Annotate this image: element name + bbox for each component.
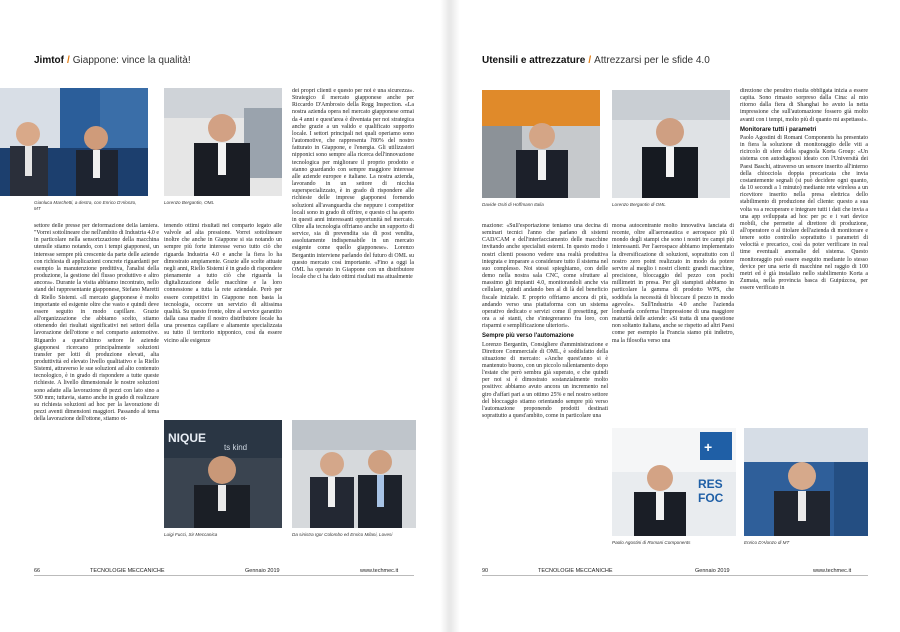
- svg-text:ts kind: ts kind: [224, 443, 248, 452]
- photo-dalonzo-mt: [744, 428, 868, 536]
- svg-text:NIQUE: NIQUE: [168, 431, 207, 445]
- right-footer-brand: TECNOLOGIE MECCANICHE: [538, 568, 613, 574]
- caption-right-photo-2: Lorenzo Bergantin di OML: [612, 202, 666, 207]
- caption-right-photo-3: Paolo Agostini di Romani Components: [612, 540, 691, 545]
- photo-colombo-milani: [292, 420, 416, 528]
- right-page: [460, 0, 900, 632]
- right-footer-url: www.techmec.it: [813, 568, 852, 574]
- caption-photo-2: Lorenzo Bergantin, OML: [164, 200, 215, 205]
- right-column-3: direzione che peraltro risulta obbligata inizia a essere capita. Sono rimasto sorpreso dalla Cina: al mio ritorno dalla fiera di Shanghai ho avuto la netta impressione che sull'automazione fossero già molto avanti con i tempi, molto più di quanto mi aspettassi». Monitorare tutti i parametri Paolo Agostini di Romani Components ha presentato in fiera la soluzione di monitoraggio delle viti a ricircolo di sfere della spagnola Korta Group: «Un sistema con autodiagnosi ideato con l'Università dei Paesi Baschi, attraverso un sensore inserito all'interno della chiocciola doppia precaricata che invia costantemente segnali (si può decidere ogni quanto, da 10 secondi a 1 minuto) mediante rete wireless a un ricevitore inserito nella presa elettrica dello stabilimento di produzione del cliente: questo a sua volta va a recuperare e integrare tutti i dati che invia a una app sviluppata ad hoc per pc e i vari device mobili, che permette al direttore di produzione, all'operatore o al titolare dell'azienda di monitorare e tenere sotto controllo soprattutto i parametri di velocità e precarico, così da poter verificare in real time eventuali anomalie del sistema. Questo monitoraggio può essere eseguito mediante lo stesso device per una serie di macchine nel raggio di 100 metri ed è già installato nello stabilimento Korta a Zumaia, nella provincia basca di Guipúzcoa, per essere verificato in: [740, 88, 868, 292]
- left-page: [0, 0, 440, 632]
- caption-photo-3: Luigi Fucci, Sir Meccanica: [164, 532, 218, 537]
- left-footer-date: Gennaio 2019: [245, 568, 280, 574]
- photo-ositi-hoffmann: [482, 90, 600, 198]
- caption-photo-1: Gianluca Marchetti, a destra, con Enrico D'Alonzo, MT: [34, 200, 137, 211]
- left-footer-brand: TECNOLOGIE MECCANICHE: [90, 568, 165, 574]
- right-page-number: 90: [482, 568, 489, 574]
- heading-monitorare: Monitorare tutti i parametri: [740, 126, 817, 133]
- heading-automazione: Sempre più verso l'automazione: [482, 333, 574, 340]
- left-footer-url: www.techmec.it: [360, 568, 399, 574]
- left-page-number: 66: [34, 568, 41, 574]
- left-column-2: tenendo ottimi risultati nel comparto legato alle valvole ad alta pressione. Vorrei sottolineare inoltre che anche in Giappone si sta notando un sempre più forte interesse verso tutto ciò che riguarda Industria 4.0 e anche la fiera lo ha dimostrato ampiamente. Grazie alle scelte attuate negli anni, Riello Sistemi è in grado di rispondere pienamente a tutto ciò che riguarda la digitalizzazione delle macchine e la loro connessione a tutta la rete aziendale. Però per essere competitivi in Giappone non basta la tecnologia, occorre un servizio di altissima qualità. Su questo fronte, oltre al service garantito dalla casa madre il nostro distributore locale ha una presenza capillare e altamente specializzata su tutto il territorio nipponico, così da essere vicino alle esigenze: [164, 223, 282, 344]
- svg-text:+: +: [704, 439, 713, 455]
- right-column-1: mazione: «Sull'esportazione teniamo una decina di seminari tecnici l'anno che parlano di sistemi CAD/CAM e dell'interfacciamento delle macchine invitando anche specialisti esterni. In questo modo i nostri clienti possono vedere una realtà produttiva integrata e imparare a considerare tutto il sistema nel suo complesso. Noi stessi spieghiamo, con delle demo nella nostra sala CNC, come sfruttare al massimo gli impianti 4.0, monitorandoli anche via cellulare, quindi andando ben al di là del beneficio fiscale iniziale. E proprio offriamo ancora di più, andando verso una piattaforma con un sistema operativo dedicato e servizi come il presetting, per ora a sé stanti, che s'integreranno fra loro, con risparmi e semplificazione ulteriori». Sempre più verso l'automazione Lorenzo Bergantin, Consigliere d'amministrazione e Direttore Commerciale di OML, è soddisfatto della situazione di mercato: «Anche quest'anno si è mantenuto buono, con un piccolo rallentamento dopo l'estate che però sembra già superato, e che quindi per noi si è dimostrato sostanzialmente molto positivo: abbiamo avuto ancora un incremento nel giro d'affari pari a un ottimo 25% e nel nostro settore del bloccaggio stiamo orientando sempre più verso l'automazione proponendo prodotti destinati soprattutto a quest'ambito, come in particolare una: [482, 223, 608, 420]
- photo-fucci: [164, 420, 282, 528]
- photo-agostini: [612, 428, 736, 536]
- right-section-title: Utensili e attrezzature / Attrezzarsi per le sfide 4.0: [482, 55, 710, 66]
- svg-text:FOC: FOC: [698, 491, 724, 505]
- caption-right-photo-4: Enrico D'Alonzo di MT: [744, 540, 790, 545]
- left-section-title: Jimtof / Giappone: vince la qualità!: [34, 55, 191, 66]
- right-column-2: morsa autocentrante molto innovativa lanciata di recente, oltre all'aeronautica e aerospace più il mondo degli stampi che sono i nostri tre campi più interessanti. Per l'aerospace abbiamo implementato la diversificazione di soluzioni, soprattutto con il nostro zero point realizzato in modo da potere servire al meglio i nostri clienti: grandi macchine, precisione, bloccaggio del pezzo con pochi millimetri in presa. Per gli stampisti abbiamo in particolare la gamma di prodotto WPS, che soddisfa la necessità di bloccare il pezzo in modo agevole». Sull'Industria 4.0 anche l'azienda lombarda conferma l'impressione di una maggiore maturità delle aziende: «Si tratta di una questione non soltanto italiana, anche se rispetto ad altri Paesi come per esempio la Francia siamo più indietro, ma la filosofia verso una: [612, 223, 734, 344]
- right-footer-date: Gennaio 2019: [695, 568, 730, 574]
- caption-right-photo-1: Davide Ositi di Hoffmann Italia: [482, 202, 544, 207]
- photo-bergantin-oml: [164, 88, 282, 196]
- caption-photo-4: Da sinistra Igor Colombo ed Enrico Milani, Lovesi: [292, 532, 393, 537]
- left-column-1: settore delle presse per deformazione della lamiera. "Vorrei sottolineare che nell'ambito di Industria 4.0 e in particolare nella sensorizzazione della macchina utensile stiamo notando, con i tempi giapponesi, un interesse sempre più crescente da parte delle aziende con richiesta di applicazioni concrete riguardanti per esempio la manutenzione predittiva, l'analisi della produzione, la gestione del flusso produttivo e altro ancora». Durante la visita abbiamo incontrato, nello stand del rappresentante giapponese, Stefano Maretti di Riello Sistemi. «Il mercato giapponese è molto importante ed esigente oltre che vasto e quindi deve essere seguito in modo capillare. Grazie all'organizzazione che abbiamo scelto, stiamo ottenendo dei risultati significativi nei settori della lavorazione dell'ottone e nel comparto automotive. Riguardo a quest'ultimo settore le aziende giapponesi ricercano principalmente soluzioni transfer per lotti di produzione elevati, alta produttività ed elevato livello qualitativo e la Riello Sistemi, attraverso le sue soluzioni ad alto contenuto tecnologico, è in grado di rispondere a tutte queste richieste. A livello dimensionale le nostre soluzioni sono adatte alla lavorazione di pezzi con lato sino a 500 mm; tuttavia, siamo anche in grado di realizzare su richiesta soluzioni ad hoc per la lavorazione di pezzi aventi dimensioni maggiori. Passando al tema della lavorazione dell'ottone, stiamo ot-: [34, 223, 159, 423]
- left-column-3: dei propri clienti e questo per noi è una sicurezza». Strategico il mercato giapponese anche per Riccardo D'Ambrosio della Regg Inspection. «La nostra azienda opera nel mercato giapponese ormai da 4 anni e quest'area è diventata per noi strategica anche grazie a un valido e qualificato supporto locale. I settori principali nei quali operiamo sono l'automotive, che rappresenta l'80% del nostro fatturato in Giappone, e l'energia. Gli utilizzatori nipponici sono sempre alla ricerca dell'innovazione tecnologica per migliorare il proprio prodotto e stanno guardando con sempre maggiore interesse alle aziende europee e italiane. La nostra azienda, lavorando in un settore di nicchia superspecializzato, è in grado di rispondere alle richieste delle imprese giapponesi fornendo soluzioni all'avanguardia che neppure i competitor locali sono in grado di offrire, e questo ci ha aperto in questi anni interessanti opportunità nel mercato. Oltre alla tecnologia offriamo anche un supporto di service, sia di prevendita sia di post vendita, assolutamente indispensabile in un mercato esigente come quello giapponese». Lorenzo Bergantin interviene parlando del futuro di OML su questo mercato così importante. «Fino a oggi la OML ha operato in Giappone con un distributore locale che ci ha dato ottimi risultati ma attualmente: [292, 88, 414, 281]
- photo-marchetti-dalonzo: [0, 88, 148, 196]
- page-gutter: [440, 0, 460, 632]
- photo-bergantin-oml-right: [612, 90, 730, 198]
- svg-text:RES: RES: [698, 477, 723, 491]
